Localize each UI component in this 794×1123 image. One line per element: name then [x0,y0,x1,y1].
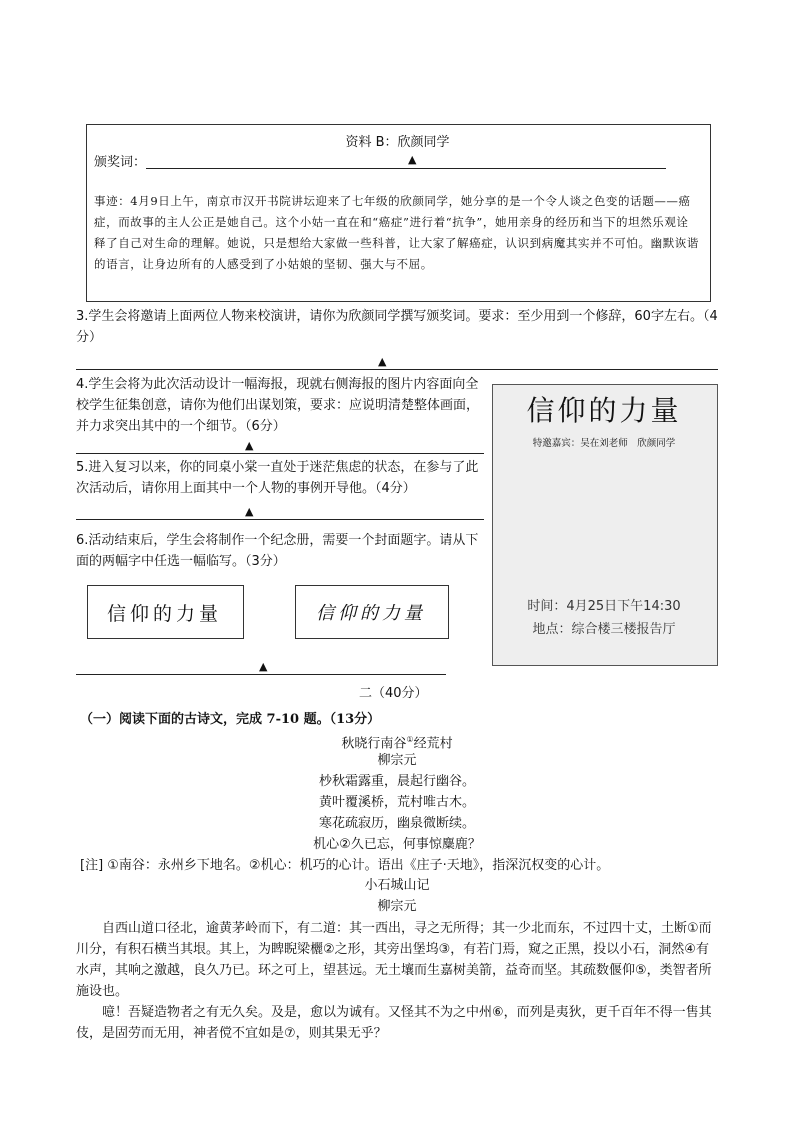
question-3: 3.学生会将邀请上面两位人物来校演讲，请你为欣颜同学撰写颁奖词。要求：至少用到一个修辞，60字左右。（4分） [76,309,718,345]
answer-marker: ▲ [408,153,417,166]
q4-answer-line [76,453,484,454]
question-4: 4.学生会将为此次活动设计一幅海报，现就右侧海报的图片内容面向全校学生征集创意，请你为他们出谋划策，要求：应说明清楚整体画面，并力求突出其中的一个细节。（6分） [76,377,480,434]
poster-guests: 特邀嘉宾：吴在刘老师 欣颜同学 [532,438,676,449]
award-label: 颁奖词： [94,155,147,170]
part-1-heading: （一）阅读下面的古诗文，完成 7-10 题。（13分） [80,712,381,727]
material-b-title: 资料 B：欣颜同学 [345,135,450,150]
answer-marker: ▲ [259,660,268,673]
calligraphy-text-2: 信仰的力量 [316,603,426,624]
poem-line: 黄叶覆溪桥，荒村唯古木。 [318,795,475,810]
q6-answer-line [76,674,446,675]
poem-line: 机心②久已忘，何事惊麋鹿？ [313,837,481,852]
poem-line: 寒花疏寂历，幽泉微断续。 [318,816,475,831]
calligraphy-text-1: 信仰的力量 [106,603,222,625]
material-b-story: 事迹：4月9日上午，南京市汉开书院讲坛迎来了七年级的欣颜同学，她分享的是一个令人谈之色变的话题——癌症，而故事的主人公正是她自己。这个小姑一直在和“癌症”进行着“抗争”，她用亲身的经历和当下的坦然乐观诠释了自己对生命的理解。她说，只是想给大家做一些科普，让大家了解癌症，认识到病魔其实并不可怕。幽默诙谐的语言，让身边所有的人感受到了小姑娘的坚韧、强大与不屈。 [94,194,699,271]
poem-note: [注] ①南谷：永州乡下地名。②机心：机巧的心计。语出《庄子·天地》，指深沉权变的心计。 [80,858,610,873]
essay-paragraph-1: 自西山道口径北，逾黄茅岭而下，有二道：其一西出，寻之无所得；其一少北而东，不过四十丈，土断①而川分，有积石横当其垠。其上，为睥睨梁欐②之形，其旁出堡坞③，有若门焉，窥之正黑，投以小石，洞然④有水声，其响之激越，良久乃已。环之可上，望甚远。无土壤而生嘉树美箭，益奇而坚。其疏数偃仰⑤，类智者所施设也。 [76,921,712,999]
poem-line: 杪秋霜露重，晨起行幽谷。 [318,774,475,789]
answer-marker: ▲ [245,439,254,452]
poster-place: 地点：综合楼三楼报告厅 [532,622,676,637]
poster-title: 信仰的力量 [526,394,682,427]
poem-title: 秋晓行南谷①经荒村 [341,735,453,752]
essay-title: 小石城山记 [364,878,430,893]
q5-answer-line [76,519,484,520]
poem-author: 柳宗元 [377,753,417,768]
essay-author: 柳宗元 [377,899,417,914]
question-6: 6.活动结束后，学生会将制作一个纪念册，需要一个封面题字。请从下面的两幅字中任选一幅临写。（3分） [76,533,479,569]
q3-answer-line [76,369,718,370]
answer-marker: ▲ [245,505,254,518]
question-5: 5.进入复习以来，你的同桌小棠一直处于迷茫焦虑的状态，在参与了此次活动后，请你用上面其中一个人物的事例开导他。（4分） [76,460,479,496]
poster-time: 时间：4月25日下午14:30 [527,599,681,614]
award-answer-line [146,168,666,169]
answer-marker: ▲ [378,355,387,368]
section-2-heading: 二（40分） [359,686,428,701]
essay-paragraph-2: 噫！吾疑造物者之有无久矣。及是，愈以为诚有。又怪其不为之中州⑥，而列是夷狄，更千百年不得一售其伎，是固劳而无用，神者傥不宜如是⑦，则其果无乎？ [76,1005,712,1041]
